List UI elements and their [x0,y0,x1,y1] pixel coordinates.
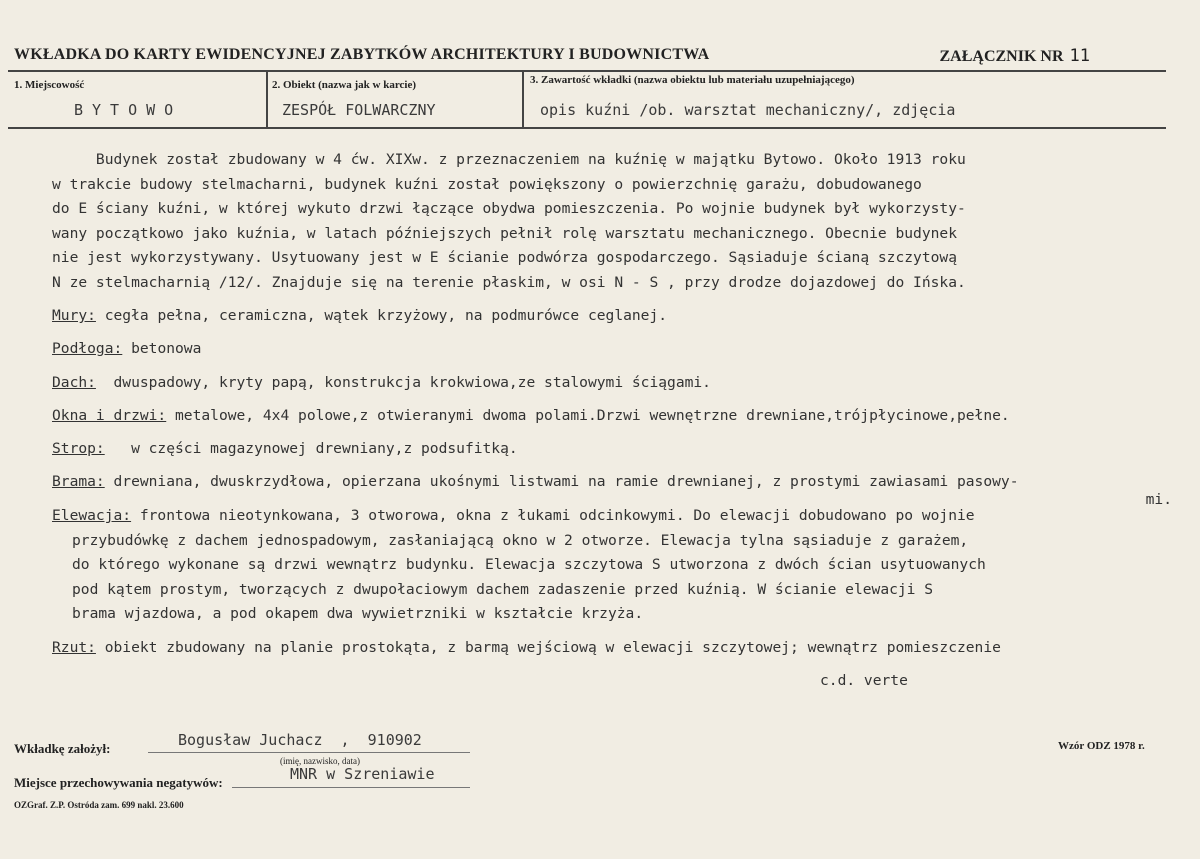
object-value: ZESPÓŁ FOLWARCZNY [282,101,436,119]
plan-line [52,636,1192,661]
gate-label: Brama: [52,473,105,491]
gate-line [52,470,1192,491]
card-title: WKŁADKA DO KARTY EWIDENCYJNEJ ZABYTKÓW ARCHITEKTURY I BUDOWNICTWA [14,46,710,63]
roof-label: Dach: [52,373,96,391]
ceiling-label: Strop: [52,439,105,457]
gate-text: drewniana, dwuskrzydłowa, opierzana ukośnymi listwami na ramie drewnianej, z prostymi zawiasami pasowy- [104,473,1019,491]
rule-col-2 [522,70,524,127]
floor-label: Podłoga: [52,340,123,358]
elevation-cont-line: przybudówkę z dachem jednospadowym, zasłaniającą okno w 2 otworze. Elewacja tylna sąsiaduje z garażem, [72,531,969,549]
negatives-underline [232,787,470,788]
created-underline [148,752,470,753]
elevation-cont-line: brama wjazdowa, a pod okapem dwa wywietrzniki w kształcie krzyża. [72,605,644,623]
description-body [52,148,1192,693]
template-label: Wzór ODZ 1978 r. [1058,740,1145,752]
intro-line: nie jest wykorzystywany. Usytuowany jest w E ścianie podwórza gospodarczego. Sąsiaduje ścianą szczytową [52,249,957,267]
intro-line: Budynek został zbudowany w 4 ćw. XIXw. z przeznaczeniem na kuźnię w majątku Bytowo. Około 1913 roku [52,151,966,168]
floor-text: betonowa [122,340,202,358]
rule-header-bottom [8,127,1166,129]
walls-text: cegła pełna, ceramiczna, wątek krzyżowy, na podmurówce ceglanej. [95,307,668,325]
content-label: 3. Zawartość wkładki (nazwa obiektu lub materiału uzupełniającego) [530,74,855,86]
intro-line: do E ściany kuźni, w której wykuto drzwi łączące obydwa pomieszczenia. Po wojnie budynek był wykorzysty- [52,200,966,218]
rule-col-1 [266,70,268,127]
ceiling-text: w części magazynowej drewniany,z podsufitką. [104,439,518,457]
elevation-text: frontowa nieotynkowana, 3 otworowa, okna z łukami odcinkowymi. Do elewacji dobudowano po wojnie [131,507,975,525]
plan-label: Rzut: [52,638,96,656]
annex-number [940,46,1091,66]
negatives-value: MNR w Szreniawie [290,765,435,783]
windows-label: Okna i drzwi: [52,406,167,424]
gate-line-cont: mi. [1145,491,1172,509]
elevation-cont-line: do którego wykonane są drzwi wewnątrz budynku. Elewacja szczytowa S utworzona z dwóch ścian usytuowanych [72,556,986,574]
negatives-label: Miejsce przechowywania negatywów: [14,775,223,790]
intro-line: N ze stelmacharnią /12/. Znajduje się na terenie płaskim, w osi N - S , przy drodze dojazdowej do Ińska. [52,273,966,291]
windows-text: metalowe, 4x4 polowe,z otwieranymi dwoma polami.Drzwi wewnętrzne drewniane,trójpłycinowe,pełne. [166,406,1010,424]
content-value: opis kuźni /ob. warsztat mechaniczny/, zdjęcia [540,101,956,119]
elevation-label: Elewacja: [52,507,132,525]
created-value: Bogusław Juchacz , 910902 [178,731,422,749]
intro-line: wany początkowo jako kuźnia, w latach późniejszych pełnił rolę warsztatu mechanicznego. Obecnie budynek [52,224,957,242]
elevation-line [52,504,1192,529]
printer-imprint: OZGraf. Z.P. Ostróda zam. 699 nakl. 23.600 [14,800,184,810]
ceiling-line [52,437,1192,462]
walls-line [52,304,1192,329]
object-label: 2. Obiekt (nazwa jak w karcie) [272,79,417,91]
locality-label: 1. Miejscowość [14,79,85,91]
rule-top [8,70,1166,72]
annex-label: ZAŁĄCZNIK NR [939,48,1064,65]
annex-value: 11 [1069,46,1090,66]
locality-value: BYTOWO [74,101,183,119]
roof-line [52,371,1192,396]
created-label: Wkładkę założył: [14,741,111,756]
continued-note: c.d. verte [820,671,908,689]
elevation-cont-line: pod kątem prostym, tworzących z dwupołaciowym dachem zadaszenie przed kuźnią. W ścianie elewacji S [72,580,934,598]
windows-line [52,404,1192,429]
created-hint: (imię, nazwisko, data) [280,756,360,766]
plan-text: obiekt zbudowany na planie prostokąta, z barmą wejściową w elewacji szczytowej; wewnątrz pomieszczenie [95,638,1001,656]
floor-line [52,337,1192,362]
roof-text: dwuspadowy, kryty papą, konstrukcja krokwiowa,ze stalowymi ściągami. [95,373,711,391]
intro-line: w trakcie budowy stelmacharni, budynek kuźni został powiększony o powierzchnię garażu, dobudowanego [52,175,922,193]
walls-label: Mury: [52,307,96,325]
